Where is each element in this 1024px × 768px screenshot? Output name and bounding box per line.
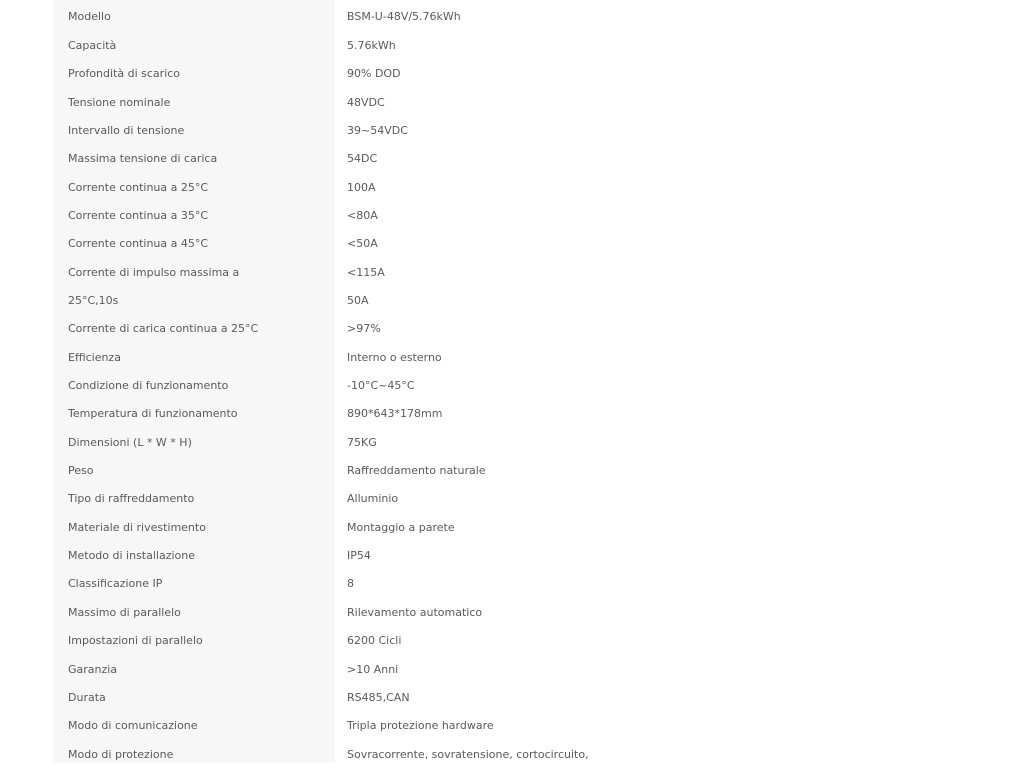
spec-label: Metodo di installazione	[68, 549, 196, 563]
spec-value: RS485,CAN	[347, 690, 410, 704]
table-row	[0, 485, 1024, 513]
spec-value: 50A	[347, 293, 369, 307]
spec-label: Tensione nominale	[68, 95, 171, 109]
spec-value: Alluminio	[347, 492, 399, 506]
spec-value: 48VDC	[347, 95, 385, 109]
spec-label: Efficienza	[68, 350, 121, 364]
spec-label: Tipo di raffreddamento	[68, 492, 195, 506]
table-row	[0, 598, 1024, 626]
spec-value: Tripla protezione hardware	[347, 719, 494, 733]
table-row	[0, 286, 1024, 314]
table-row	[0, 712, 1024, 740]
spec-value: Montaggio a parete	[347, 520, 455, 534]
spec-label: Corrente di carica continua a 25°C	[68, 322, 259, 336]
spec-label: Garanzia	[68, 662, 118, 676]
spec-value: -10°C~45°C	[347, 379, 415, 393]
spec-label: Modo di comunicazione	[68, 719, 198, 733]
spec-value: Interno o esterno	[347, 350, 442, 364]
table-row	[0, 201, 1024, 229]
table-row	[0, 400, 1024, 428]
spec-value: Rilevamento automatico	[347, 605, 483, 619]
spec-label: Modo di protezione	[68, 747, 174, 761]
spec-value: <115A	[347, 265, 385, 279]
table-row	[0, 88, 1024, 116]
table-row	[0, 31, 1024, 59]
spec-value: 5.76kWh	[347, 38, 396, 52]
spec-value: BSM-U-48V/5.76kWh	[347, 10, 461, 24]
spec-value: IP54	[347, 549, 371, 563]
table-row	[0, 683, 1024, 711]
table-row	[0, 740, 1024, 768]
spec-value: 890*643*178mm	[347, 407, 443, 421]
spec-label: Corrente continua a 45°C	[68, 237, 209, 251]
spec-value: 75KG	[347, 435, 377, 449]
spec-value: >10 Anni	[347, 662, 399, 676]
spec-value: 8	[347, 577, 354, 591]
spec-label: Impostazioni di parallelo	[68, 634, 203, 648]
spec-label: Massimo di parallelo	[68, 605, 181, 619]
table-row	[0, 570, 1024, 598]
table-row	[0, 60, 1024, 88]
table-row	[0, 371, 1024, 399]
table-row	[0, 3, 1024, 31]
spec-value: 6200 Cicli	[347, 634, 402, 648]
spec-value: Raffreddamento naturale	[347, 464, 486, 478]
table-row	[0, 541, 1024, 569]
spec-label: Corrente continua a 35°C	[68, 208, 209, 222]
table-row	[0, 173, 1024, 201]
spec-label: Corrente continua a 25°C	[68, 180, 209, 194]
spec-value: >97%	[347, 322, 381, 336]
spec-value: 100A	[347, 180, 376, 194]
table-row	[0, 513, 1024, 541]
spec-label: Corrente di impulso massima a	[68, 265, 240, 279]
spec-label: Massima tensione di carica	[68, 152, 218, 166]
table-row	[0, 315, 1024, 343]
spec-label: Capacità	[68, 38, 117, 52]
spec-label: Materiale di rivestimento	[68, 520, 206, 534]
spec-label: Profondità di scarico	[68, 67, 181, 81]
spec-label: Classificazione IP	[68, 577, 163, 591]
table-row	[0, 343, 1024, 371]
spec-label: Modello	[68, 10, 111, 24]
spec-label: 25°C,10s	[68, 293, 119, 307]
spec-value: <50A	[347, 237, 378, 251]
spec-value: 39~54VDC	[347, 123, 408, 137]
spec-value: Sovracorrente, sovratensione, cortocircuito,	[347, 747, 589, 761]
spec-label: Peso	[68, 464, 94, 478]
table-row	[0, 145, 1024, 173]
table-row	[0, 116, 1024, 144]
spec-value: 54DC	[347, 152, 378, 166]
spec-value: 90% DOD	[347, 67, 401, 81]
table-row	[0, 258, 1024, 286]
table-row	[0, 230, 1024, 258]
table-row	[0, 655, 1024, 683]
spec-label: Temperatura di funzionamento	[68, 407, 238, 421]
spec-label: Condizione di funzionamento	[68, 379, 229, 393]
spec-label: Durata	[68, 690, 106, 704]
spec-label: Intervallo di tensione	[68, 123, 185, 137]
table-row	[0, 627, 1024, 655]
table-row	[0, 428, 1024, 456]
spec-label: Dimensioni (L * W * H)	[68, 435, 192, 449]
spec-value: <80A	[347, 208, 378, 222]
table-row	[0, 456, 1024, 484]
